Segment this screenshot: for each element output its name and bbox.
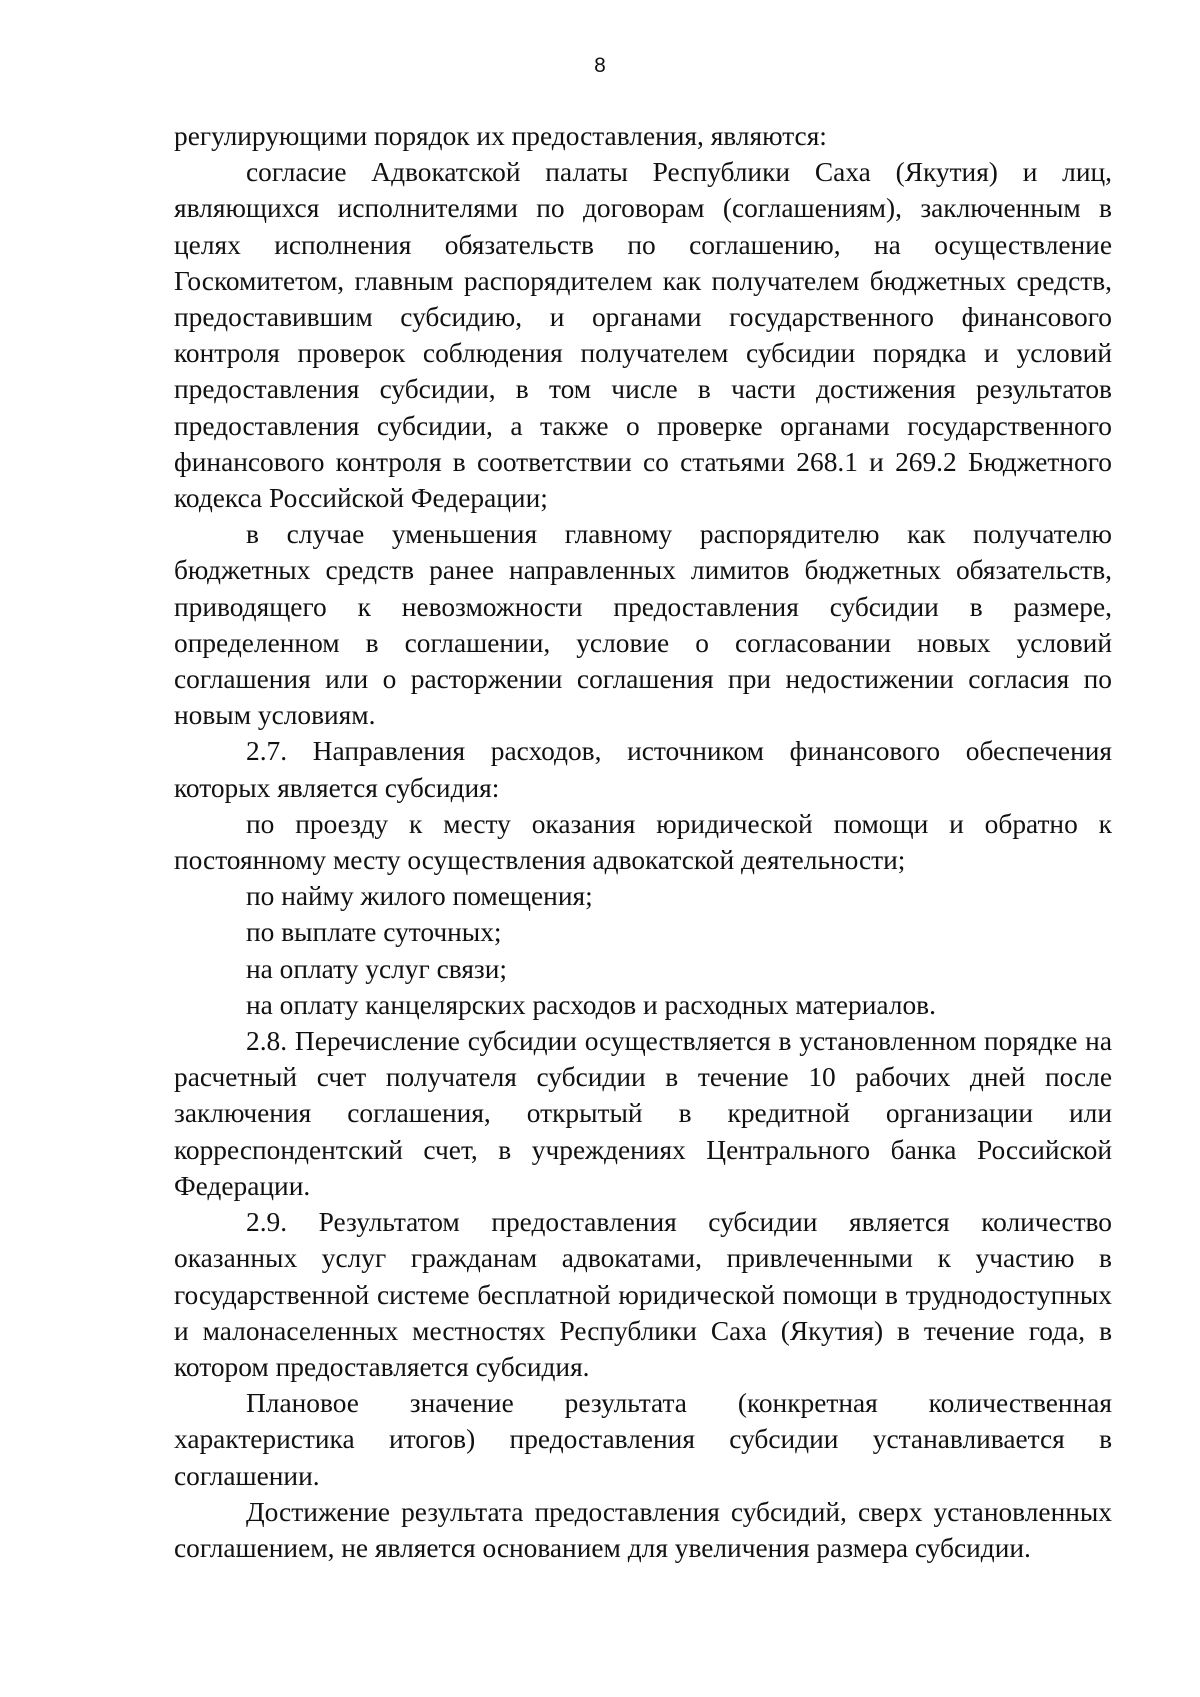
paragraph-2-8: 2.8. Перечисление субсидии осуществляется в установленном порядке на расчетный счет получателя субсидии в течение 10 рабочих дней после заключения соглашения, открытый в кредитной организации или корреспондентский счет, в учреждениях Центрального банка Российской Федерации.	[174, 1026, 1112, 1201]
list-item-per-diem: по выплате суточных;	[246, 917, 502, 948]
paragraph-continuation: регулирующими порядок их предоставления, являются:	[174, 121, 827, 151]
list-item-office-supplies: на оплату канцелярских расходов и расходных материалов.	[246, 989, 936, 1020]
paragraph-limits-reduction: в случае уменьшения главному распорядителю как получателю бюджетных средств ранее направленных лимитов бюджетных обязательств, приводящего к невозможности предоставления субсидии в размере, определенном в соглашении, условие о согласовании новых условий соглашения или о расторжении соглашения при недостижении согласия по новым условиям.	[174, 519, 1112, 731]
paragraph-2-7: 2.7. Направления расходов, источником финансового обеспечения которых является субсидия:	[174, 736, 1112, 803]
paragraph-2-9: 2.9. Результатом предоставления субсидии является количество оказанных услуг гражданам адвокатами, привлеченными к участию в государственной системе бесплатной юридической помощи в труднодоступных и малонаселенных местностях Республики Саха (Якутия) в течение года, в котором предоставляется субсидия.	[174, 1207, 1112, 1382]
document-body	[174, 118, 1112, 1566]
paragraph-result-achievement: Достижение результата предоставления субсидий, сверх установленных соглашением, не является основанием для увеличения размера субсидии.	[174, 1496, 1112, 1563]
paragraph-planned-value: Плановое значение результата (конкретная количественная характеристика итогов) предоставления субсидии устанавливается в соглашении.	[174, 1388, 1112, 1491]
list-item-housing: по найму жилого помещения;	[246, 881, 593, 912]
paragraph-consent: согласие Адвокатской палаты Республики Саха (Якутия) и лиц, являющихся исполнителями по договорам (соглашениям), заключенным в целях исполнения обязательств по соглашению, на осуществление Госкомитетом, главным распорядителем как получателем бюджетных средств, предоставившим субсидию, и органами государственного финансового контроля проверок соблюдения получателем субсидии порядка и условий предоставления субсидии, в том числе в части достижения результатов предоставления субсидии, а также о проверке органами государственного финансового контроля в соответствии со статьями 268.1 и 269.2 Бюджетного кодекса Российской Федерации;	[174, 157, 1112, 514]
list-item-travel: по проезду к месту оказания юридической помощи и обратно к постоянному месту осуществления адвокатской деятельности;	[174, 808, 1112, 876]
page-number: 8	[594, 54, 606, 77]
list-item-communication: на оплату услуг связи;	[246, 953, 507, 984]
